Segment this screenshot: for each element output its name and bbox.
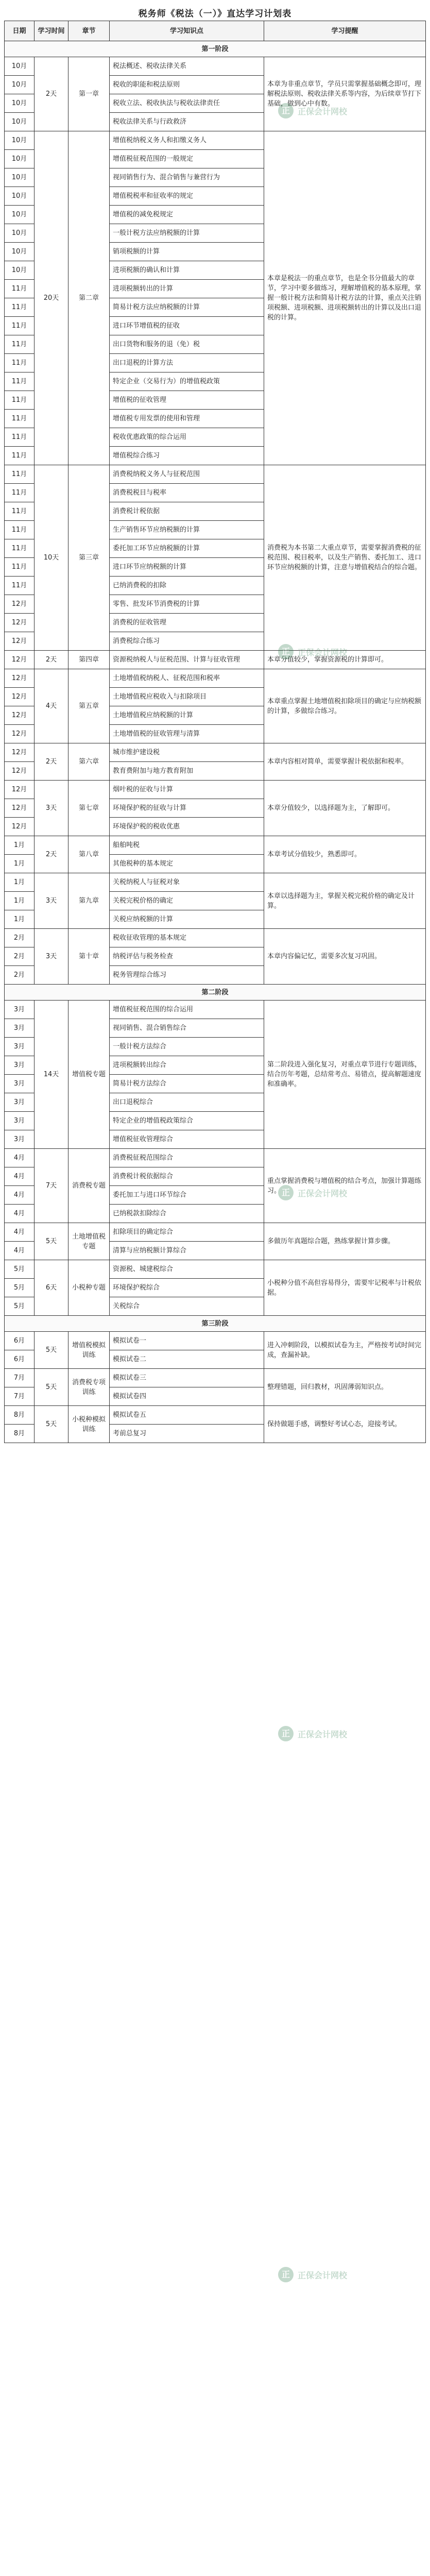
point-cell: 进项税额转出的计算 — [110, 280, 264, 298]
date-cell: 11月 — [5, 317, 35, 335]
point-cell: 委托加工与进口环节综合 — [110, 1186, 264, 1205]
date-cell: 4月 — [5, 1186, 35, 1205]
date-cell: 12月 — [5, 818, 35, 836]
hours-cell: 2天 — [35, 57, 68, 131]
date-cell: 11月 — [5, 391, 35, 410]
point-cell: 增值税征收管理综合 — [110, 1130, 264, 1149]
point-cell: 特定企业的增值税政策综合 — [110, 1112, 264, 1130]
table-row — [5, 836, 426, 855]
point-cell: 增值税的减免税规定 — [110, 206, 264, 224]
watermark-badge-icon: 正 — [278, 103, 294, 118]
date-cell: 12月 — [5, 688, 35, 706]
table-row — [5, 1001, 426, 1019]
hours-cell: 20天 — [35, 131, 68, 465]
watermark-text: 正保会计网校 — [298, 2270, 348, 2280]
date-cell: 11月 — [5, 280, 35, 298]
date-cell: 1月 — [5, 873, 35, 892]
reminder-cell: 保持做题手感，调整好考试心态，迎接考试。 — [264, 1406, 426, 1443]
reminder-cell: 本章内容相对简单，需要掌握计税依据和税率。 — [264, 743, 426, 781]
reminder-cell: 本章内容偏记忆，需要多次复习巩固。 — [264, 929, 426, 985]
chapter-cell: 第一章 — [68, 57, 110, 131]
point-cell: 税务管理综合练习 — [110, 966, 264, 985]
reminder-cell: 进入冲刺阶段，以模拟试卷为主，严格按考试时间完成，查漏补缺。 — [264, 1332, 426, 1369]
date-cell: 11月 — [5, 577, 35, 595]
date-cell: 12月 — [5, 614, 35, 632]
date-cell: 11月 — [5, 298, 35, 317]
date-cell: 5月 — [5, 1297, 35, 1316]
watermark-badge-icon: 正 — [278, 1185, 294, 1200]
date-cell: 11月 — [5, 539, 35, 558]
point-cell: 模拟试卷二 — [110, 1350, 264, 1369]
date-cell: 3月 — [5, 1001, 35, 1019]
point-cell: 委托加工环节应纳税额的计算 — [110, 539, 264, 558]
date-cell: 10月 — [5, 243, 35, 261]
date-cell: 11月 — [5, 372, 35, 391]
point-cell: 增值税的征收管理 — [110, 391, 264, 410]
date-cell: 4月 — [5, 1149, 35, 1167]
chapter-cell: 第十章 — [68, 929, 110, 985]
point-cell: 消费税征税范围综合 — [110, 1149, 264, 1167]
date-cell: 11月 — [5, 484, 35, 502]
date-cell: 6月 — [5, 1332, 35, 1350]
watermark-text: 正保会计网校 — [298, 647, 348, 657]
page-title: 税务师《税法（一）》直达学习计划表 — [138, 9, 292, 19]
table-row — [5, 669, 426, 688]
table-row — [5, 1406, 426, 1425]
reminder-cell: 本章考试分值较少，熟悉即可。 — [264, 836, 426, 873]
point-cell: 视同销售行为、混合销售与兼营行为 — [110, 168, 264, 187]
point-cell: 特定企业（交易行为）的增值税政策 — [110, 372, 264, 391]
reminder-cell: 多做历年真题综合题，熟练掌握计算步骤。 — [264, 1223, 426, 1260]
chapter-cell: 增值税模拟训练 — [68, 1332, 110, 1369]
point-cell: 消费税税目与税率 — [110, 484, 264, 502]
date-cell: 12月 — [5, 632, 35, 651]
date-cell: 1月 — [5, 836, 35, 855]
hours-cell: 2天 — [35, 651, 68, 669]
date-cell: 10月 — [5, 57, 35, 76]
hours-cell: 5天 — [35, 1223, 68, 1260]
point-cell: 消费税综合练习 — [110, 632, 264, 651]
point-cell: 税收征收管理的基本规定 — [110, 929, 264, 947]
phase-row — [5, 1316, 426, 1332]
reminder-cell: 本章分值较少，以选择题为主，了解即可。 — [264, 781, 426, 836]
point-cell: 模拟试卷一 — [110, 1332, 264, 1350]
reminder-cell: 本章是税法一的重点章节，也是全书分值最大的章节，学习中要多做练习，理解增值税的基本原理，掌握一般计税方法和简易计税方法的计算，重点关注销项税额、进项税额、进项税额转出的计算以及出口退税的计算。 — [264, 131, 426, 465]
reminder-cell: 本章为非重点章节，学员只需掌握基础概念即可，理解税法原则、税收法律关系等内容，为后续章节打下基础，做到心中有数。 — [264, 57, 426, 131]
point-cell: 生产销售环节应纳税额的计算 — [110, 521, 264, 539]
hours-cell: 2天 — [35, 743, 68, 781]
chapter-cell: 第三章 — [68, 465, 110, 651]
date-cell: 12月 — [5, 781, 35, 799]
date-cell: 12月 — [5, 669, 35, 688]
phase-row — [5, 985, 426, 1001]
date-cell: 4月 — [5, 1223, 35, 1242]
point-cell: 税收的职能和税法原则 — [110, 76, 264, 94]
table-row — [5, 743, 426, 762]
table-row — [5, 651, 426, 669]
table-row — [5, 873, 426, 892]
point-cell: 税法概述、税收法律关系 — [110, 57, 264, 76]
point-cell: 关税应纳税额的计算 — [110, 910, 264, 929]
chapter-cell: 第二章 — [68, 131, 110, 465]
date-cell: 10月 — [5, 150, 35, 168]
chapter-cell: 第八章 — [68, 836, 110, 873]
watermark-text: 正保会计网校 — [298, 1188, 348, 1198]
hours-cell: 4天 — [35, 669, 68, 743]
date-cell: 7月 — [5, 1369, 35, 1387]
chapter-cell: 消费税专题 — [68, 1149, 110, 1223]
point-cell: 进口环节应纳税额的计算 — [110, 558, 264, 577]
date-cell: 12月 — [5, 743, 35, 762]
date-cell: 3月 — [5, 1056, 35, 1075]
date-cell: 3月 — [5, 1019, 35, 1038]
date-cell: 1月 — [5, 910, 35, 929]
date-cell: 11月 — [5, 521, 35, 539]
point-cell: 土地增值税纳税人、征税范围和税率 — [110, 669, 264, 688]
reminder-cell: 整理错题，回归教材，巩固薄弱知识点。 — [264, 1369, 426, 1406]
date-cell: 11月 — [5, 465, 35, 484]
date-cell: 4月 — [5, 1167, 35, 1186]
header-chapter: 章节 — [68, 21, 110, 41]
date-cell: 10月 — [5, 94, 35, 113]
hours-cell: 7天 — [35, 1149, 68, 1223]
watermark-badge-icon: 正 — [278, 1726, 294, 1741]
point-cell: 船舶吨税 — [110, 836, 264, 855]
reminder-cell: 重点掌握消费税与增值税的结合考点，加强计算题练习。 — [264, 1149, 426, 1223]
date-cell: 12月 — [5, 725, 35, 743]
chapter-cell: 小税种专题 — [68, 1260, 110, 1316]
point-cell: 环境保护税的税收优惠 — [110, 818, 264, 836]
point-cell: 模拟试卷四 — [110, 1387, 264, 1406]
table-row — [5, 1260, 426, 1279]
study-plan-table — [4, 21, 426, 1443]
date-cell: 1月 — [5, 892, 35, 910]
date-cell: 3月 — [5, 1112, 35, 1130]
point-cell: 已纳税款扣除综合 — [110, 1205, 264, 1223]
point-cell: 关税完税价格的确定 — [110, 892, 264, 910]
phase-title: 第三阶段 — [5, 1316, 426, 1332]
reminder-cell: 消费税为本书第二大重点章节，需要掌握消费税的征税范围、税目税率，以及生产销售、委托加工、进口环节应纳税额的计算，注意与增值税结合的综合题。 — [264, 465, 426, 651]
header-row — [5, 21, 426, 41]
chapter-cell: 第七章 — [68, 781, 110, 836]
point-cell: 模拟试卷五 — [110, 1406, 264, 1425]
hours-cell: 6天 — [35, 1260, 68, 1316]
point-cell: 一般计税方法应纳税额的计算 — [110, 224, 264, 243]
watermark-logo — [278, 2267, 376, 2282]
point-cell: 一般计税方法综合 — [110, 1038, 264, 1056]
point-cell: 消费税计税依据 — [110, 502, 264, 521]
point-cell: 进项税额转出综合 — [110, 1056, 264, 1075]
point-cell: 土地增值税应税收入与扣除项目 — [110, 688, 264, 706]
point-cell: 其他税种的基本规定 — [110, 855, 264, 873]
header-reminder: 学习提醒 — [264, 21, 426, 41]
table-row — [5, 57, 426, 76]
table-row — [5, 929, 426, 947]
date-cell: 12月 — [5, 651, 35, 669]
point-cell: 出口退税综合 — [110, 1093, 264, 1112]
date-cell: 12月 — [5, 762, 35, 781]
watermark-text: 正保会计网校 — [298, 1729, 348, 1739]
date-cell: 10月 — [5, 131, 35, 150]
date-cell: 10月 — [5, 76, 35, 94]
point-cell: 增值税综合练习 — [110, 447, 264, 465]
date-cell: 10月 — [5, 187, 35, 206]
watermark-badge-icon: 正 — [278, 2267, 294, 2282]
date-cell: 5月 — [5, 1260, 35, 1279]
date-cell: 6月 — [5, 1350, 35, 1369]
point-cell: 出口货物和服务的退（免）税 — [110, 335, 264, 354]
point-cell: 税收法律关系与行政救济 — [110, 113, 264, 131]
date-cell: 2月 — [5, 947, 35, 966]
date-cell: 12月 — [5, 706, 35, 725]
point-cell: 简易计税方法综合 — [110, 1075, 264, 1093]
point-cell: 已纳消费税的扣除 — [110, 577, 264, 595]
date-cell: 12月 — [5, 799, 35, 818]
point-cell: 税收立法、税收执法与税收法律责任 — [110, 94, 264, 113]
date-cell: 11月 — [5, 502, 35, 521]
date-cell: 11月 — [5, 447, 35, 465]
point-cell: 消费税的征收管理 — [110, 614, 264, 632]
point-cell: 进口环节增值税的征收 — [110, 317, 264, 335]
point-cell: 增值税纳税义务人和扣缴义务人 — [110, 131, 264, 150]
date-cell: 11月 — [5, 354, 35, 372]
date-cell: 5月 — [5, 1279, 35, 1297]
reminder-cell: 本章以选择题为主，掌握关税完税价格的确定及计算。 — [264, 873, 426, 929]
point-cell: 简易计税方法应纳税额的计算 — [110, 298, 264, 317]
point-cell: 出口退税的计算方法 — [110, 354, 264, 372]
point-cell: 关税综合 — [110, 1297, 264, 1316]
date-cell: 2月 — [5, 929, 35, 947]
plan-body — [5, 41, 426, 1443]
date-cell: 1月 — [5, 855, 35, 873]
date-cell: 11月 — [5, 335, 35, 354]
table-row — [5, 1369, 426, 1387]
table-row — [5, 465, 426, 484]
hours-cell: 5天 — [35, 1369, 68, 1406]
point-cell: 消费税计税依据综合 — [110, 1167, 264, 1186]
point-cell: 环境保护税综合 — [110, 1279, 264, 1297]
point-cell: 模拟试卷三 — [110, 1369, 264, 1387]
hours-cell: 10天 — [35, 465, 68, 651]
date-cell: 10月 — [5, 113, 35, 131]
date-cell: 11月 — [5, 558, 35, 577]
date-cell: 3月 — [5, 1093, 35, 1112]
point-cell: 环境保护税的征收与计算 — [110, 799, 264, 818]
watermark-badge-icon: 正 — [278, 644, 294, 659]
hours-cell: 5天 — [35, 1332, 68, 1369]
date-cell: 7月 — [5, 1387, 35, 1406]
hours-cell: 3天 — [35, 873, 68, 929]
chapter-cell: 消费税专项训练 — [68, 1369, 110, 1406]
point-cell: 清算与应纳税额计算综合 — [110, 1242, 264, 1260]
reminder-cell: 本章重点掌握土地增值税扣除项目的确定与应纳税额的计算，多做综合练习。 — [264, 669, 426, 743]
watermark-logo — [278, 1726, 376, 1741]
point-cell: 零售、批发环节消费税的计算 — [110, 595, 264, 614]
chapter-cell: 小税种模拟训练 — [68, 1406, 110, 1443]
point-cell: 销项税额的计算 — [110, 243, 264, 261]
date-cell: 11月 — [5, 428, 35, 447]
chapter-cell: 土地增值税专题 — [68, 1223, 110, 1260]
table-row — [5, 1223, 426, 1242]
date-cell: 8月 — [5, 1406, 35, 1425]
chapter-cell: 第四章 — [68, 651, 110, 669]
date-cell: 4月 — [5, 1242, 35, 1260]
point-cell: 增值税征税范围的综合运用 — [110, 1001, 264, 1019]
point-cell: 城市维护建设税 — [110, 743, 264, 762]
phase-title: 第一阶段 — [5, 41, 426, 57]
point-cell: 纳税评估与税务检查 — [110, 947, 264, 966]
watermark-text: 正保会计网校 — [298, 106, 348, 116]
date-cell: 10月 — [5, 261, 35, 280]
header-hours: 学习时间 — [35, 21, 68, 41]
date-cell: 3月 — [5, 1075, 35, 1093]
point-cell: 烟叶税的征收与计算 — [110, 781, 264, 799]
date-cell: 10月 — [5, 224, 35, 243]
point-cell: 扣除项目的确定综合 — [110, 1223, 264, 1242]
date-cell: 2月 — [5, 966, 35, 985]
header-date: 日期 — [5, 21, 35, 41]
reminder-cell: 本章分值较少，掌握资源税的计算即可。 — [264, 651, 426, 669]
date-cell: 10月 — [5, 206, 35, 224]
point-cell: 增值税专用发票的使用和管理 — [110, 410, 264, 428]
point-cell: 考前总复习 — [110, 1425, 264, 1443]
point-cell: 教育费附加与地方教育附加 — [110, 762, 264, 781]
date-cell: 10月 — [5, 168, 35, 187]
phase-row — [5, 41, 426, 57]
hours-cell: 14天 — [35, 1001, 68, 1149]
point-cell: 土地增值税的征收管理与清算 — [110, 725, 264, 743]
table-row — [5, 1149, 426, 1167]
date-cell: 11月 — [5, 410, 35, 428]
chapter-cell: 第六章 — [68, 743, 110, 781]
date-cell: 8月 — [5, 1425, 35, 1443]
table-row — [5, 781, 426, 799]
point-cell: 关税纳税人与征税对象 — [110, 873, 264, 892]
point-cell: 增值税税率和征收率的规定 — [110, 187, 264, 206]
point-cell: 税收优惠政策的综合运用 — [110, 428, 264, 447]
point-cell: 土地增值税应纳税额的计算 — [110, 706, 264, 725]
point-cell: 资源税、城建税综合 — [110, 1260, 264, 1279]
hours-cell: 3天 — [35, 781, 68, 836]
header-points: 学习知识点 — [110, 21, 264, 41]
reminder-cell: 第二阶段进入强化复习，对重点章节进行专题训练，结合历年考题，总结常考点、易错点，提高解题速度和准确率。 — [264, 1001, 426, 1149]
point-cell: 消费税纳税义务人与征税范围 — [110, 465, 264, 484]
chapter-cell: 第五章 — [68, 669, 110, 743]
hours-cell: 5天 — [35, 1406, 68, 1443]
reminder-cell: 小税种分值不高但容易得分，需要牢记税率与计税依据。 — [264, 1260, 426, 1316]
point-cell: 视同销售、混合销售综合 — [110, 1019, 264, 1038]
hours-cell: 2天 — [35, 836, 68, 873]
date-cell: 3月 — [5, 1038, 35, 1056]
table-row — [5, 131, 426, 150]
point-cell: 资源税纳税人与征税范围、计算与征收管理 — [110, 651, 264, 669]
point-cell: 增值税征税范围的一般规定 — [110, 150, 264, 168]
chapter-cell: 增值税专题 — [68, 1001, 110, 1149]
table-row — [5, 1332, 426, 1350]
chapter-cell: 第九章 — [68, 873, 110, 929]
point-cell: 进项税额的确认和计算 — [110, 261, 264, 280]
phase-title: 第二阶段 — [5, 985, 426, 1001]
date-cell: 3月 — [5, 1130, 35, 1149]
date-cell: 4月 — [5, 1205, 35, 1223]
hours-cell: 3天 — [35, 929, 68, 985]
date-cell: 12月 — [5, 595, 35, 614]
